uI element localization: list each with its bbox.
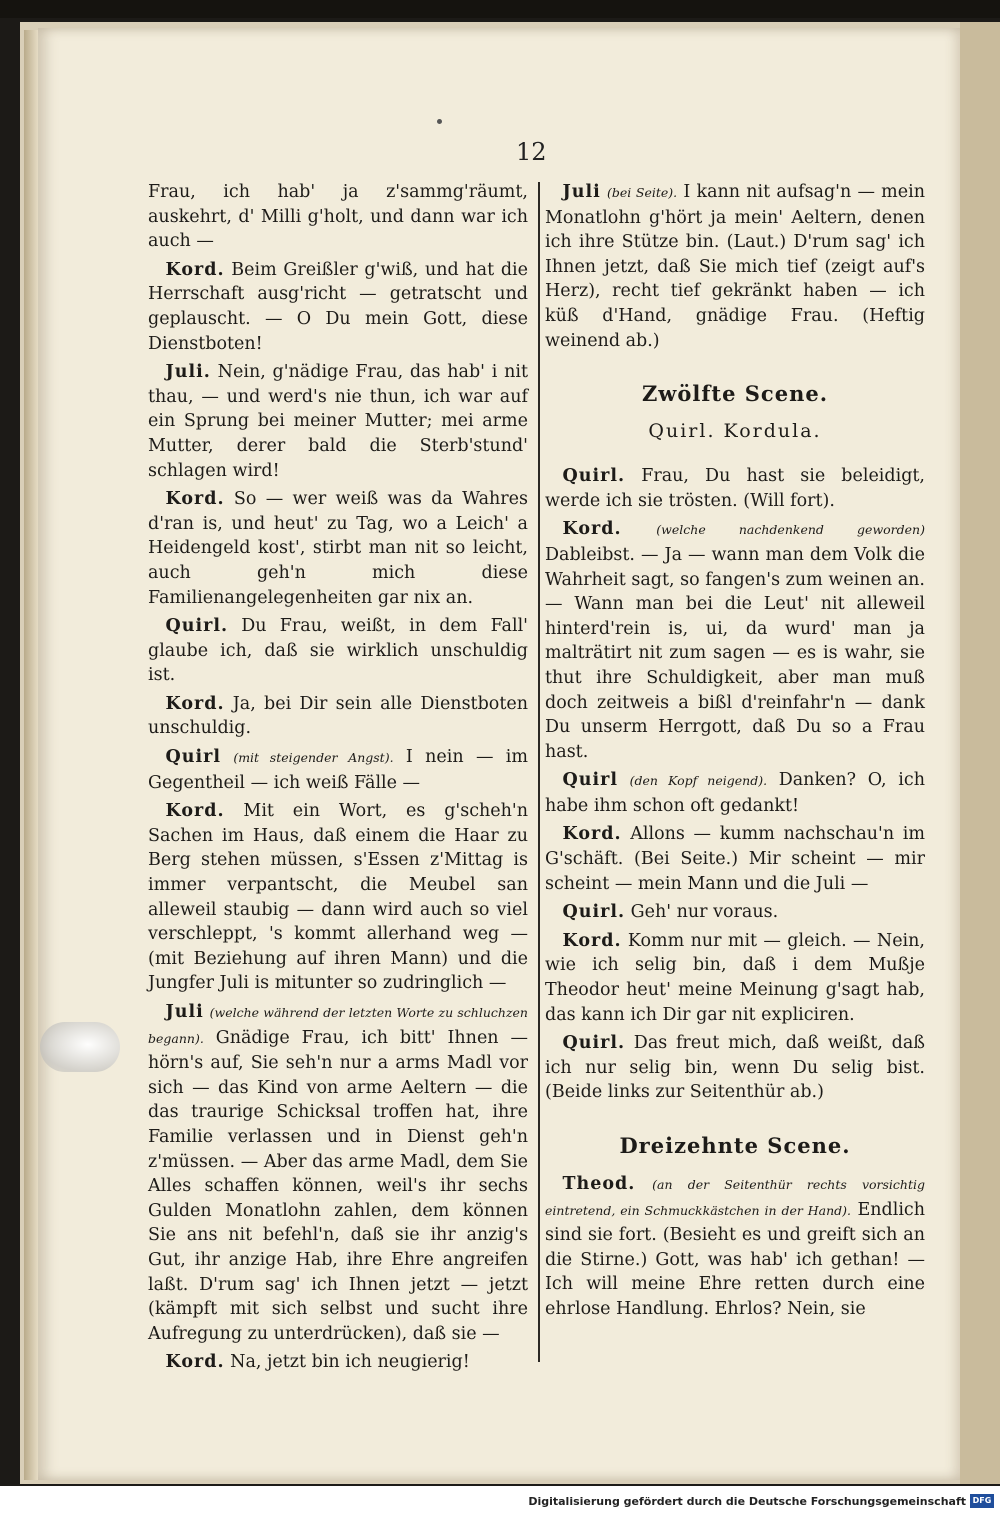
paragraph-text: Endlich sind sie fort. (Besieht es und greift sich an die Stirne.) Gott, was hab' ich gethan! — Ich will meine Ehre retten durch eine ehrlose Handlung. Ehrlos? Nein, sie [545, 1199, 925, 1319]
scene-characters: Quirl. Kordula. [648, 420, 822, 443]
paragraph-text: I kann nit aufsag'n — mein Monatlohn g'hört ja mein' Aeltern, denen ich ihre Stütze bin. (Laut.) D'rum sag' ich Ihnen jetzt, daß Sie mich tief (zeigt auf's Herz), recht tief gekränkt haben — ich küß d'Hand, gnädige Frau. (Heftig weinend ab.) [545, 182, 925, 351]
paragraph [148, 799, 528, 996]
paragraph [545, 1172, 925, 1322]
speaker-label: Kord. [165, 489, 225, 510]
stage-direction: (mit steigender Angst). [233, 750, 394, 766]
speaker-label: Quirl. [562, 466, 626, 487]
paragraph [545, 180, 925, 353]
speaker-label: Quirl. [562, 902, 626, 923]
speaker-label: Kord. [562, 824, 622, 845]
paragraph [545, 900, 925, 925]
speaker-label: Quirl [165, 747, 221, 768]
paragraph-text: I nein — im Gegentheil — ich weiß Fälle — [148, 747, 528, 793]
paragraph [148, 692, 528, 741]
paragraph [545, 464, 925, 513]
paragraph-text: Danken? O, ich habe ihm schon oft gedankt! [545, 770, 925, 816]
paragraph-text: Geh' nur voraus. [630, 902, 779, 923]
paragraph [148, 745, 528, 795]
paragraph-text: Ja, bei Dir sein alle Dienstboten unschuldig. [148, 693, 528, 739]
scene-heading: Dreizehnte Scene. [619, 1133, 851, 1158]
paragraph-text: Komm nur mit — gleich. — Nein, wie ich selig bin, daß i dem Mußje Theodor heut' meine Meinung g'sagt hab, das kann ich Dir gar nit expliciren. [545, 930, 925, 1025]
page-edge [24, 30, 38, 1480]
right-board [960, 22, 1000, 1484]
paragraph [148, 360, 528, 483]
paragraph [148, 1000, 528, 1346]
scanner-thumb [40, 1022, 120, 1072]
speaker-label: Kord. [165, 801, 225, 822]
paragraph [545, 929, 925, 1027]
paragraph [545, 768, 925, 818]
right-column [545, 180, 925, 1326]
speaker-label: Kord. [165, 693, 225, 714]
speaker-label: Quirl. [562, 1033, 626, 1054]
paragraph-text: Na, jetzt bin ich neugierig! [230, 1352, 470, 1373]
page-number: 12 [516, 138, 547, 166]
speaker-label: Juli [165, 1002, 204, 1022]
paragraph-text: Gnädige Frau, ich bitt' Ihnen — hörn's auf, Sie seh'n nur a arms Madl vor sich — das Kind von arme Aeltern — die das traurige Schicksal troffen hat, ihre Familie verlassen und in Dienst geh'n z'müssen. — Aber das arme Madl, dem Sie Alles schaffen können, weil's ihr sechs Gulden Monatlohn zahlen, dem können Sie ans nit befehl'n, daß sie ihr anzig's Gut, ihr anzige Hab, ihre Ehre angreifen laßt. D'rum sag' ich Ihnen jetzt — jetzt (kämpft mit sich selbst und sucht ihre Aufregung zu unterdrücken), daß sie — [148, 1027, 528, 1344]
paragraph [148, 258, 528, 356]
paragraph [148, 1350, 528, 1375]
paragraph [148, 487, 528, 610]
speaker-label: Quirl. [165, 616, 229, 637]
paragraph-text: Nein, g'nädige Frau, das hab' i nit thau, — und werd's nie thun, ich war auf ein Sprung bei meiner Mutter; mei arme Mutter, derer bald die Sterb'stund' schlagen wird! [148, 362, 528, 481]
footer-strip [0, 1486, 1000, 1517]
paragraph-text: Mit ein Wort, es g'scheh'n Sachen im Haus, daß einem die Haar zu Berg stehen müssen, s'Essen z'Mittag is immer verpantscht, die Meubel san alleweil staubig — dann wird auch so viel verschleppt, 's kommt allerhand weg — (mit Beziehung auf ihren Mann) und die Jungfer Juli is mitunter so zudringlich — [148, 801, 528, 994]
ink-dot [437, 119, 442, 124]
funding-notice: Digitalisierung gefördert durch die Deutsche Forschungsgemeinschaft [528, 1495, 966, 1508]
speaker-label: Quirl [562, 770, 618, 791]
scan-top-edge [0, 0, 1000, 18]
paragraph-text: So — wer weiß was da Wahres d'ran is, und heut' zu Tag, wo a Leich' a Heidengeld kost', stirbt man nit so leicht, auch geh'n mich diese Familienangelegenheiten gar nix an. [148, 489, 528, 608]
stage-direction: (an der Seitenthür rechts vorsichtig eintretend, ein Schmuckkästchen in der Hand). [545, 1177, 925, 1218]
speaker-label: Kord. [165, 1352, 225, 1373]
paragraph-text: Allons — kumm nachschau'n im G'schäft. (Bei Seite.) Mir scheint — mir scheint — mein Mann und die Juli — [545, 824, 925, 894]
paragraph-text: Das freut mich, daß weißt, daß ich nur selig bin, wenn Du selig bist. (Beide links zur Seitenthür ab.) [545, 1033, 925, 1103]
dfg-logo-icon: DFG [970, 1494, 994, 1508]
scene-heading: Zwölfte Scene. [641, 381, 829, 407]
speaker-label: Juli. [165, 362, 211, 383]
paragraph [148, 614, 528, 688]
paragraph-text: Du Frau, weißt, in dem Fall' glaube ich, daß sie wirklich unschuldig ist. [148, 616, 528, 686]
stage-direction: (welche nachdenkend geworden) [656, 522, 925, 538]
paragraph-text: Frau, ich hab' ja z'sammg'räumt, auskehrt, d' Milli g'holt, und dann war ich auch — [148, 182, 528, 252]
speaker-label: Kord. [562, 930, 622, 951]
speaker-label: Theod. [562, 1174, 636, 1194]
stage-direction: (den Kopf neigend). [629, 773, 768, 789]
paragraph-text: Beim Greißler g'wiß, und hat die Herrschaft ausg'richt — getratscht und geplauscht. — O Du mein Gott, diese Dienstboten! [148, 259, 528, 354]
speaker-label: Juli [562, 182, 601, 202]
column-divider [538, 182, 540, 1362]
stage-direction: (bei Seite). [607, 185, 678, 200]
paragraph-text: Frau, Du hast sie beleidigt, werde ich sie trösten. (Will fort). [545, 466, 925, 511]
paragraph [148, 180, 528, 254]
left-column [148, 180, 528, 1379]
paragraph [545, 1031, 925, 1105]
paragraph-text: Dableibst. — Ja — wann man dem Volk die Wahrheit sagt, so fangen's zum weinen an. — Wann man bei die Leut' nit alleweil hinterd'rein is, ui, da wurd' man ja malträtirt nit zum sagen — es is wahr, sie thut ihre Schuldigkeit, aber man muß doch zeitweis a bißl d'reinfahr'n — dank Du unserm Herrgott, daß Du so a Frau hast. [545, 544, 925, 762]
speaker-label: Kord. [562, 519, 622, 540]
paragraph [545, 822, 925, 896]
speaker-label: Kord. [165, 259, 225, 280]
paragraph [545, 517, 925, 764]
stage-direction: (welche während der letzten Worte zu schluchzen begann). [148, 1005, 528, 1046]
